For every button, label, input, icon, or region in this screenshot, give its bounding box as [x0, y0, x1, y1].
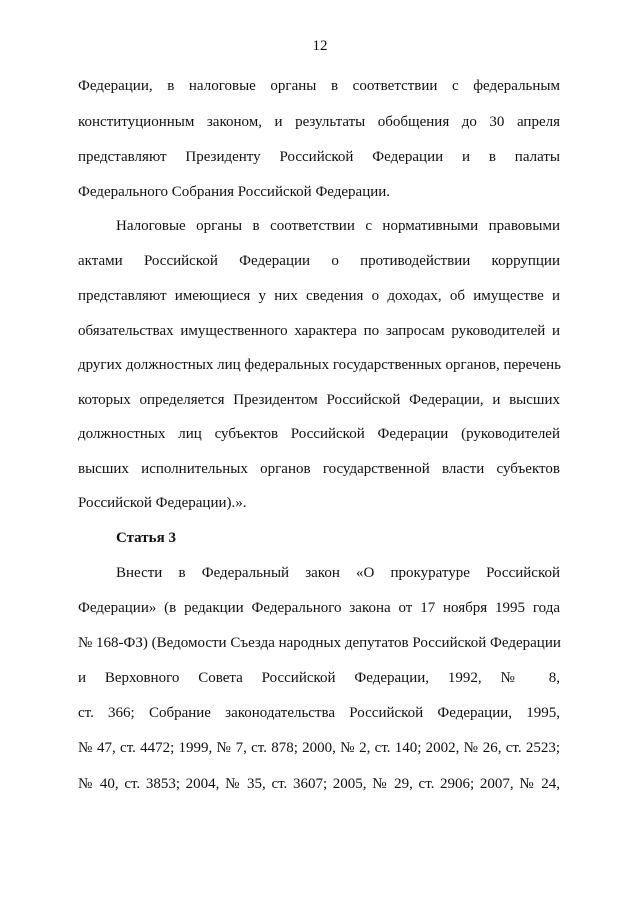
paragraph-first-line: Налоговые органы в соответствии с нормативными правовыми	[116, 218, 560, 234]
text-line: актами Российской Федерации о противодействии коррупции	[78, 253, 560, 269]
text-line: высших исполнительных органов государственной власти субъектов	[78, 461, 560, 477]
text-line: Федерального Собрания Российской Федерации.	[78, 184, 391, 200]
text-line: Российской Федерации).».	[78, 495, 247, 511]
page-number: 12	[312, 38, 328, 54]
text-line: конституционным законом, и результаты обобщения до 30 апреля	[78, 114, 560, 130]
text-line: № 40, ст. 3853; 2004, № 35, ст. 3607; 2005, № 29, ст. 2906; 2007, № 24,	[78, 776, 560, 792]
text-line: № 47, ст. 4472; 1999, № 7, ст. 878; 2000, № 2, ст. 140; 2002, № 26, ст. 2523;	[78, 740, 560, 756]
text-line: представляют Президенту Российской Федерации и в палаты	[78, 149, 560, 165]
text-line: представляют имеющиеся у них сведения о доходах, об имуществе и	[78, 288, 560, 304]
text-line: и Верховного Совета Российской Федерации, 1992, № 8,	[78, 670, 560, 686]
text-line: № 168-ФЗ) (Ведомости Съезда народных депутатов Российской Федерации	[78, 635, 561, 651]
text-line: обязательствах имущественного характера по запросам руководителей и	[78, 323, 560, 339]
paragraph-first-line: Внести в Федеральный закон «О прокуратуре Российской	[116, 565, 560, 581]
article-heading: Статья 3	[116, 530, 176, 546]
text-line: которых определяется Президентом Российской Федерации, и высших	[78, 392, 560, 408]
text-line: других должностных лиц федеральных государственных органов, перечень	[78, 357, 562, 373]
text-line: ст. 366; Собрание законодательства Российской Федерации, 1995,	[78, 705, 560, 721]
text-line: Федерации, в налоговые органы в соответствии с федеральным	[78, 78, 560, 94]
text-line: должностных лиц субъектов Российской Федерации (руководителей	[78, 426, 560, 442]
text-line: Федерации» (в редакции Федерального закона от 17 ноября 1995 года	[78, 600, 560, 616]
